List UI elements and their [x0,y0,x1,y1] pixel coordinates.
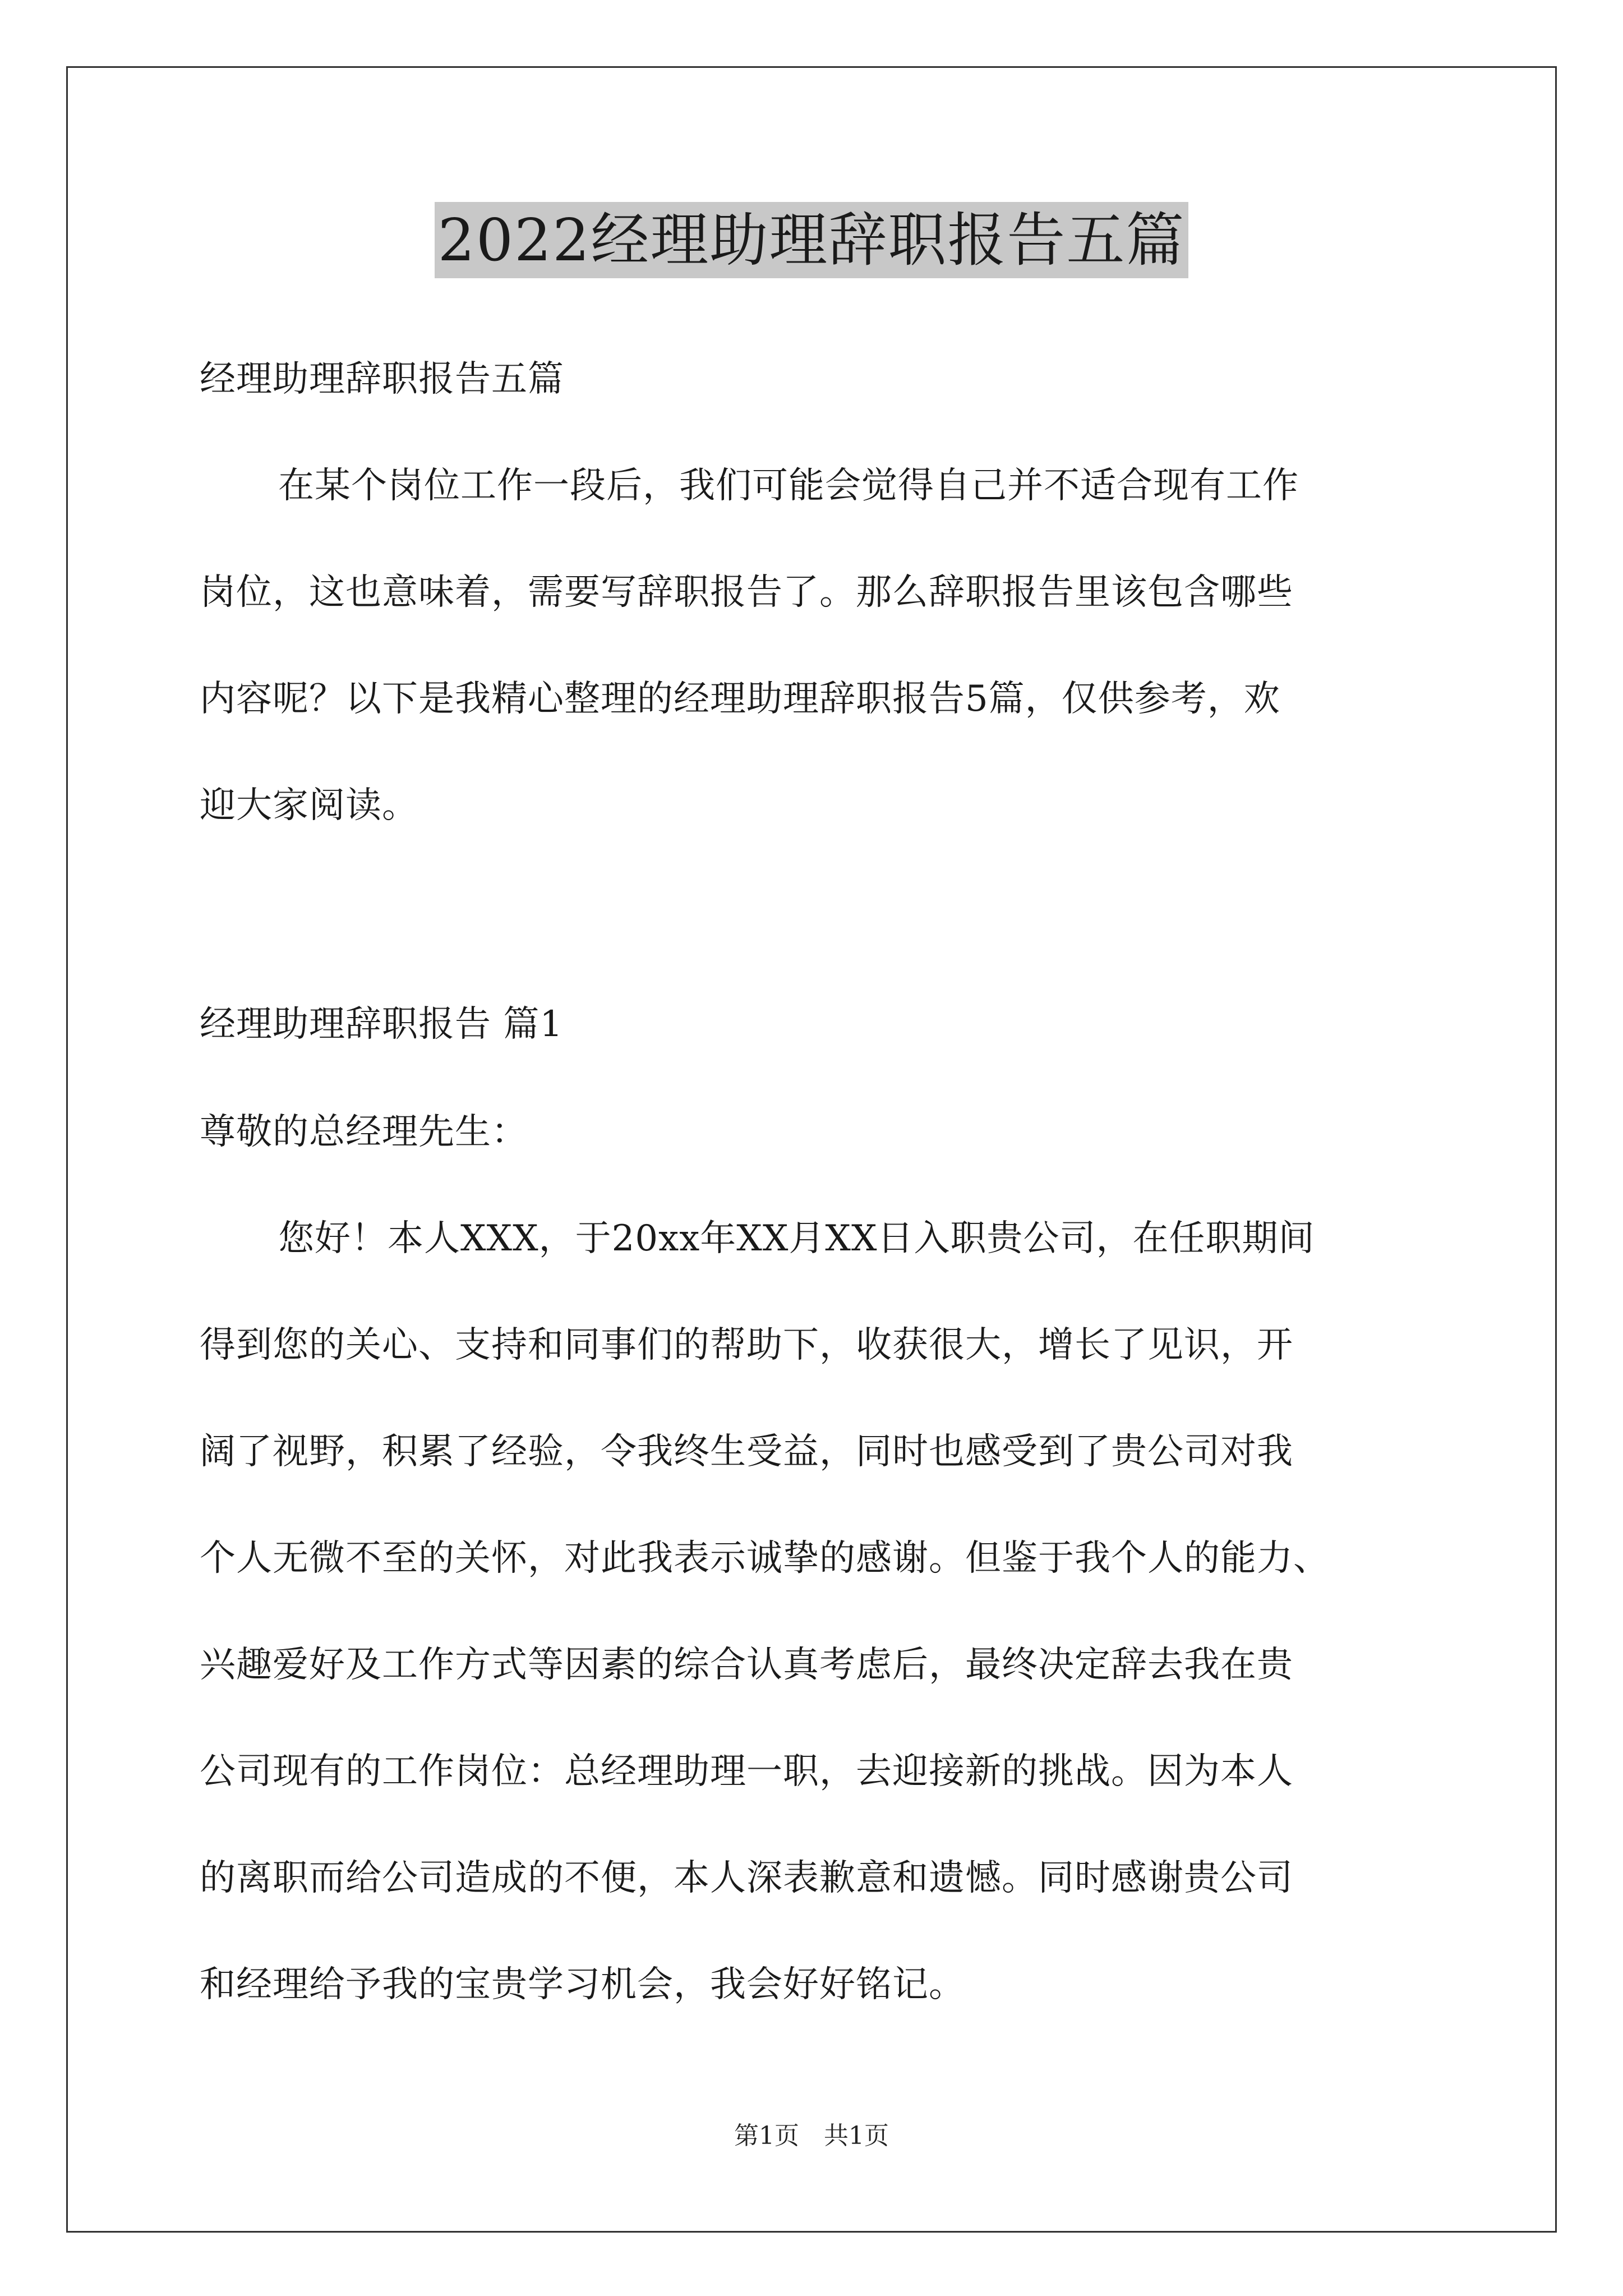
section-heading: 经理助理辞职报告 篇1 [200,1004,564,1045]
document-subtitle: 经理助理辞职报告五篇 [200,358,564,400]
intro-line-3: 内容呢？以下是我精心整理的经理助理辞职报告5篇，仅供参考，欢 [200,678,1280,720]
body-line-7: 的离职而给公司造成的不便，本人深表歉意和遗憾。同时感谢贵公司 [200,1857,1293,1899]
intro-line-1: 在某个岗位工作一段后，我们可能会觉得自己并不适合现有工作 [278,465,1299,507]
intro-line-2: 岗位，这也意味着，需要写辞职报告了。那么辞职报告里该包含哪些 [200,572,1293,613]
intro-line-4: 迎大家阅读。 [200,785,418,826]
page-footer: 第1页 共1页 [734,2122,889,2150]
body-line-2: 得到您的关心、支持和同事们的帮助下，收获很大，增长了见识，开 [200,1324,1293,1366]
salutation: 尊敬的总经理先生： [200,1111,528,1153]
title-container [0,202,1623,278]
body-line-3: 阔了视野，积累了经验，令我终生受益，同时也感受到了贵公司对我 [200,1431,1293,1473]
body-line-1: 您好！本人XXX，于20xx年XX月XX日入职贵公司，在任职期间 [278,1218,1315,1259]
body-line-5: 兴趣爱好及工作方式等因素的综合认真考虑后，最终决定辞去我在贵 [200,1644,1293,1686]
body-line-4: 个人无微不至的关怀，对此我表示诚挚的感谢。但鉴于我个人的能力、 [200,1538,1330,1579]
body-line-6: 公司现有的工作岗位：总经理助理一职，去迎接新的挑战。因为本人 [200,1751,1293,1792]
document-title: 2022经理助理辞职报告五篇 [435,202,1189,278]
body-line-8: 和经理给予我的宝贵学习机会，我会好好铭记。 [200,1964,965,2005]
